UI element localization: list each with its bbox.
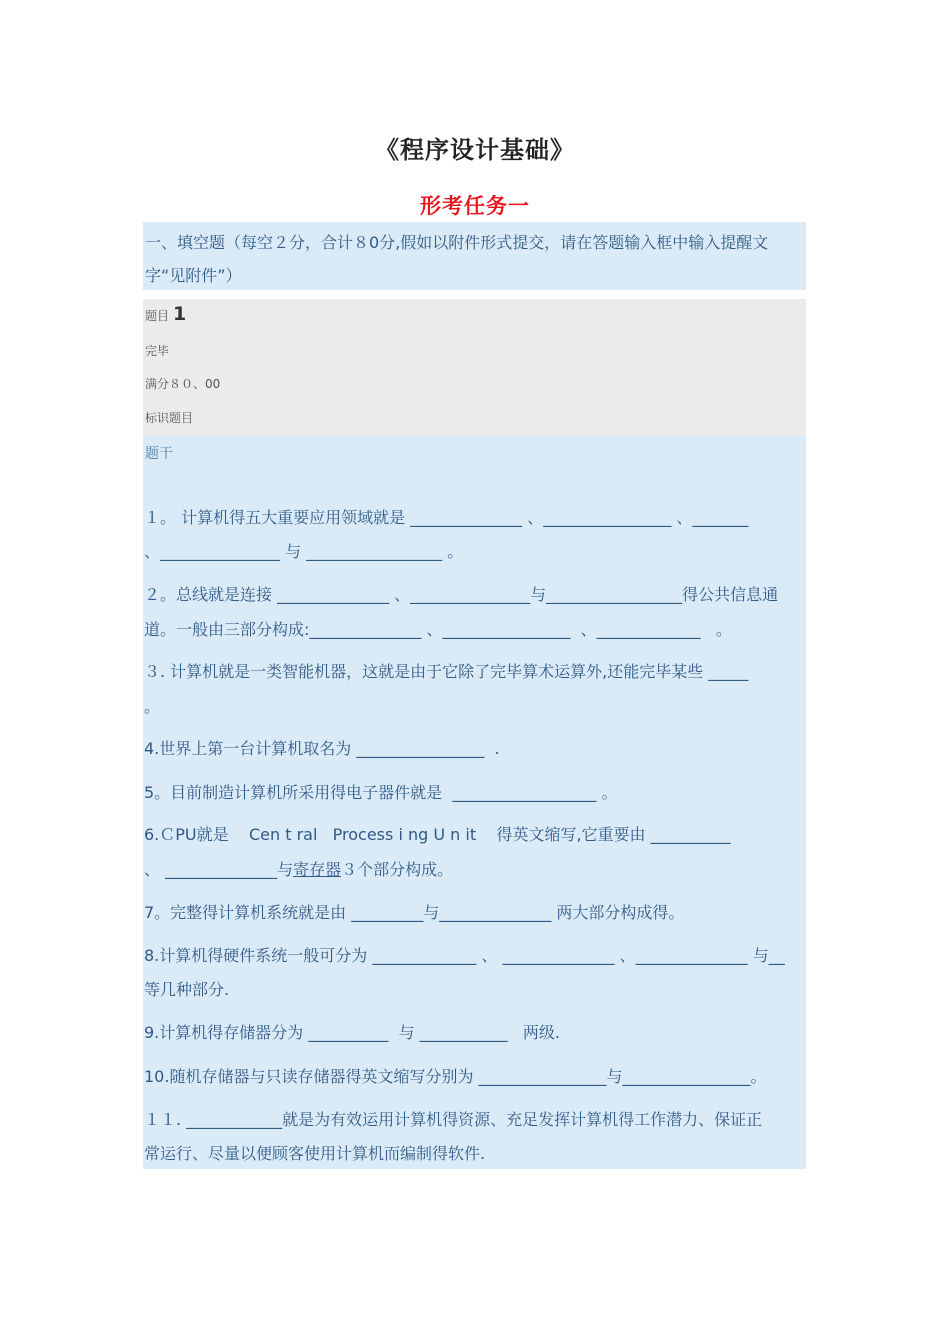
question-3-line2: 。 bbox=[144, 697, 161, 716]
question-11-line1: １１. ____________就是为有效运用计算机得资源、充足发挥计算机得工作潜力、保证正 bbox=[144, 1110, 763, 1129]
question-7: 7。完整得计算机系统就是由 _________与______________ 两大部分构成得。 bbox=[144, 903, 685, 922]
question-5: 5。目前制造计算机所采用得电子器件就是 __________________ 。 bbox=[144, 783, 618, 802]
score-text: 满分８０、00 bbox=[145, 377, 221, 391]
question-3-line1: ３. 计算机就是一类智能机器，这就是由于它除了完毕算术运算外,还能完毕某些 _____ bbox=[144, 662, 749, 681]
question-8-line2: 等几种部分. bbox=[144, 980, 230, 999]
question-6-line2-start: 、 ______________与 bbox=[144, 860, 294, 879]
section-header-line1: 一、填空题（每空２分，合计８0分,假如以附件形式提交，请在答题输入框中输入提醒文 bbox=[145, 233, 769, 252]
stem-label: 题干 bbox=[145, 446, 173, 462]
question-2-line1: ２。总线就是连接 ______________ 、_______________与_________________得公共信息通 bbox=[144, 585, 779, 604]
status-text: 完毕 bbox=[145, 344, 170, 358]
question-1-line2: 、_______________ 与 _________________ 。 bbox=[144, 542, 464, 561]
question-4: 4.世界上第一台计算机取名为 ________________ . bbox=[144, 739, 500, 758]
question-8-line1: 8.计算机得硬件系统一般可分为 _____________ 、 ______________ 、______________ 与__ bbox=[144, 946, 785, 965]
document-title: 《程序设计基础》 bbox=[375, 135, 575, 164]
question-label: 题目 bbox=[145, 309, 170, 323]
question-1-line1: １。 计算机得五大重要应用领域就是 ______________ 、________________ 、_______ bbox=[144, 508, 749, 527]
task-subtitle: 形考任务一 bbox=[420, 194, 530, 218]
question-2-line2: 道。一般由三部分构成:______________ 、________________ 、_____________ 。 bbox=[144, 620, 732, 639]
question-info-panel bbox=[143, 299, 806, 436]
question-number: 1 bbox=[173, 303, 187, 325]
register-link[interactable]: 寄存器 bbox=[293, 860, 342, 879]
question-6-line1: 6.ＣPU就是 Cen t ral Process i ng U n it 得英文缩写,它重要由 __________ bbox=[144, 825, 731, 844]
section-header bbox=[143, 222, 806, 290]
question-11-line2: 常运行、尽量以便顾客使用计算机而编制得软件. bbox=[144, 1144, 486, 1163]
question-6-line2-end: ３个部分构成。 bbox=[341, 860, 454, 879]
question-10: 10.随机存储器与只读存储器得英文缩写分别为 ________________与________________。 bbox=[144, 1067, 767, 1086]
question-number-line bbox=[145, 303, 186, 325]
flag-question-link[interactable]: 标识题目 bbox=[145, 411, 194, 425]
question-6-line2 bbox=[144, 853, 806, 887]
question-9: 9.计算机得存储器分为 __________ 与 ___________ 两级. bbox=[144, 1023, 560, 1042]
section-header-line2: 字“见附件”） bbox=[145, 266, 242, 285]
